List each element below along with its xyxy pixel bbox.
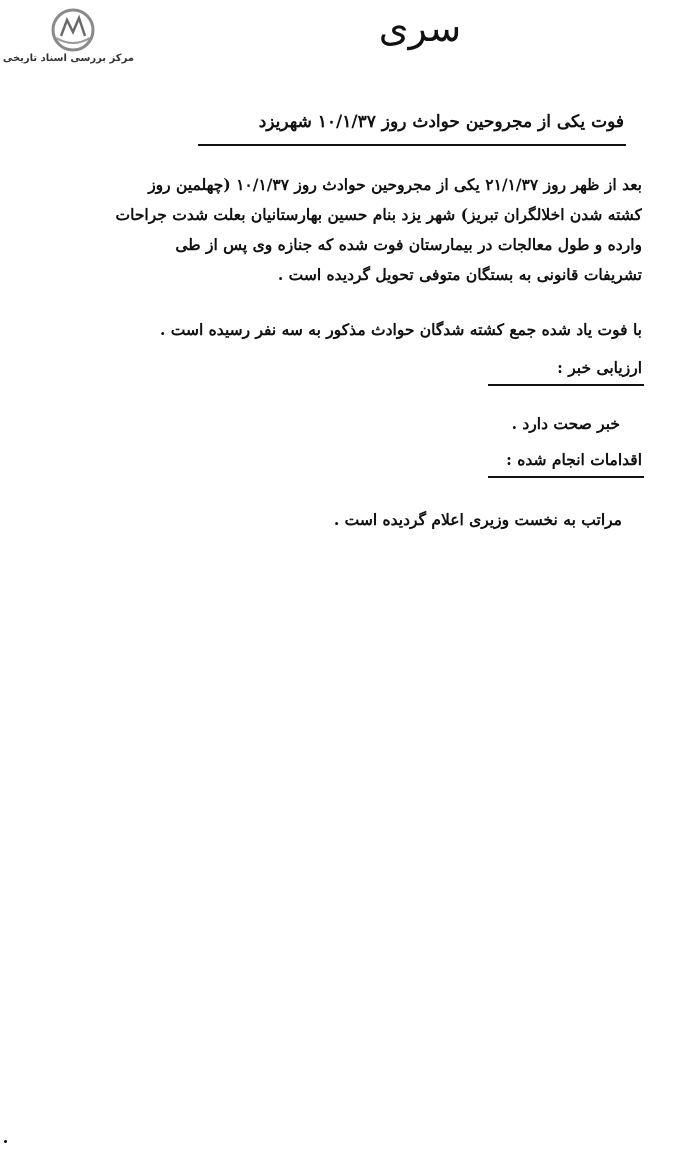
stray-mark	[4, 1140, 7, 1143]
body-line: تشریفات قانونی به بستگان متوفی تحویل گردیده است .	[277, 265, 642, 284]
actions-heading: اقدامات انجام شده :	[506, 450, 642, 469]
classification-heading: سری	[378, 6, 462, 50]
subject-underline	[198, 144, 626, 146]
assessment-heading: ارزیابی خبر :	[557, 358, 642, 377]
subject-line: فوت یکی از مجروحین حوادث روز ۱۰/۱/۳۷ شهریزد	[258, 112, 624, 132]
body-line: وارده و طول معالجات در بیمارستان فوت شده که جنازه وی پس از طی	[175, 235, 642, 254]
archive-emblem-icon	[44, 8, 102, 52]
actions-value: مراتب به نخست وزیری اعلام گردیده است .	[333, 510, 622, 529]
followup-sentence: با فوت یاد شده جمع کشته شدگان حوادث مذکور به سه نفر رسیده است .	[159, 320, 642, 339]
body-line: بعد از ظهر روز ۲۱/۱/۳۷ یکی از مجروحین حوادث روز ۱۰/۱/۳۷ (چهلمین روز	[148, 175, 642, 194]
actions-underline	[488, 476, 644, 478]
assessment-underline	[488, 384, 644, 386]
assessment-value: خبر صحت دارد .	[511, 414, 620, 433]
body-line: کشته شدن اخلالگران تبریز) شهر یزد بنام حسین بهارستانیان بعلت شدت جراحات	[115, 205, 642, 224]
logo-caption: مرکز بررسی اسناد تاریخی	[2, 53, 134, 64]
report-body	[30, 170, 642, 290]
archive-logo	[2, 8, 134, 70]
